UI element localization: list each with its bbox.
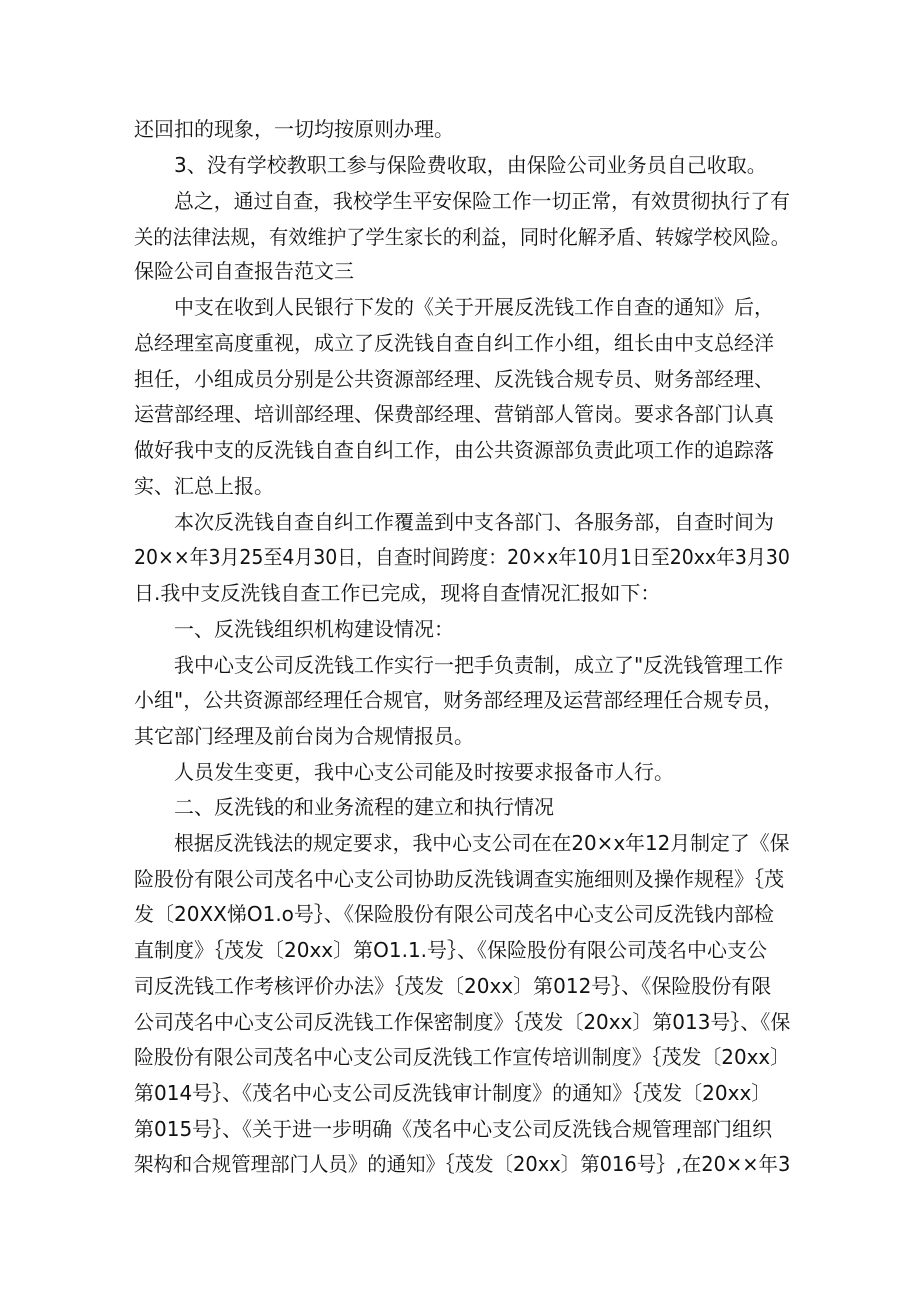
- text-line: 司反洗钱工作考核评价办法》｛茂发〔20xx〕第012号｝、《保险股份有限: [134, 974, 772, 998]
- text-line: 做好我中支的反洗钱自查自纠工作，由公共资源部负责此项工作的追踪落: [134, 438, 774, 462]
- text-line: 实、汇总上报。: [134, 474, 274, 498]
- text-line: 关的法律法规，有效维护了学生家长的利益，同时化解矛盾、转嫁学校风险。: [134, 225, 790, 249]
- text-line: 本次反洗钱自查自纠工作覆盖到中支各部门、各服务部，自查时间为: [174, 510, 774, 534]
- text-line: 我中心支公司反洗钱工作实行一把手负责制，成立了"反洗钱管理工作: [174, 653, 784, 677]
- section-heading: 保险公司自查报告范文三: [134, 259, 354, 283]
- text-line: 公司茂名中心支公司反洗钱工作保密制度》｛茂发〔20xx〕第013号｝、《保: [134, 1010, 791, 1034]
- text-line: 20××年3月25至4月30日，自查时间跨度：20×x年10月1日至20xx年3月30: [134, 545, 790, 569]
- text-line: 总之，通过自查，我校学生平安保险工作一切正常，有效贯彻执行了有: [174, 189, 790, 213]
- text-line: 其它部门经理及前台岗为合规情报员。: [134, 724, 474, 748]
- text-line: 总经理室高度重视，成立了反洗钱自查自纠工作小组，组长由中支总经洋: [134, 331, 774, 355]
- text-line: 一、反洗钱组织机构建设情况：: [174, 617, 454, 641]
- text-line: 险股份有限公司茂名中心支公司协助反洗钱调查实施细则及操作规程》｛茂: [134, 867, 784, 891]
- text-line: 小组"，公共资源部经理任合规官，财务部经理及运营部经理任合规专员，: [134, 688, 784, 712]
- text-line: 人员发生变更，我中心支公司能及时按要求报备市人行。: [174, 760, 674, 784]
- text-line: 险股份有限公司茂名中心支公司反洗钱工作宣传培训制度》｛茂发〔20xx〕: [134, 1045, 791, 1069]
- text-line: 还回扣的现象，一切均按原则办理。: [134, 117, 454, 141]
- text-line: 中支在收到人民银行下发的《关于开展反洗钱工作自查的通知》后，: [174, 295, 774, 319]
- text-line: 根据反洗钱法的规定要求，我中心支公司在在20×x年12月制定了《保: [174, 831, 790, 855]
- text-line: 日.我中支反洗钱自查工作已完成，现将自查情况汇报如下：: [134, 581, 661, 605]
- text-line: 3、没有学校教职工参与保险费收取，由保险公司业务员自己收取。: [174, 153, 767, 177]
- text-line: 架构和合规管理部门人员》的通知》｛茂发〔20xx〕第016号｝,在20××年3: [134, 1152, 791, 1176]
- text-line: 第014号｝、《茂名中心支公司反洗钱审计制度》的通知》｛茂发〔20xx〕: [134, 1081, 772, 1105]
- text-line: 二、反洗钱的和业务流程的建立和执行情况: [174, 795, 554, 819]
- text-line: 第015号｝、《关于进一步明确《茂名中心支公司反洗钱合规管理部门组织: [134, 1117, 773, 1141]
- text-line: 直制度》｛茂发〔20xx〕第O1.1.号｝、《保险股份有限公司茂名中心支公: [134, 938, 768, 962]
- text-line: 担任，小组成员分别是公共资源部经理、反洗钱合规专员、财务部经理、: [134, 367, 774, 391]
- text-line: 运营部经理、培训部经理、保费部经理、营销部人管岗。要求各部门认真: [134, 402, 774, 426]
- text-line: 发〔20XX悌O1.o号｝、《保险股份有限公司茂名中心支公司反洗钱内部检: [134, 902, 774, 926]
